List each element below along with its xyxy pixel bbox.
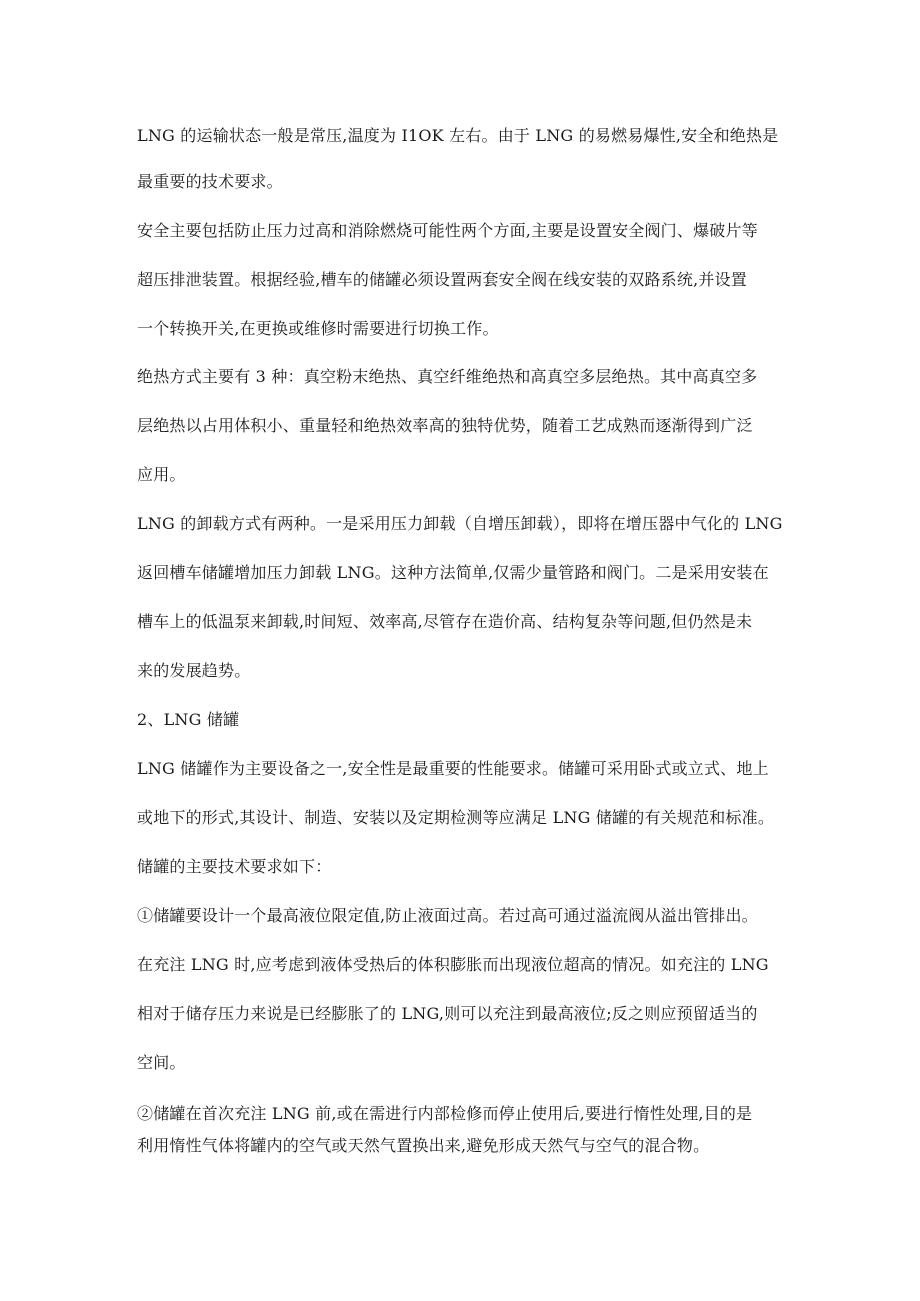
text-line: 一个转换开关,在更换或维修时需要进行切换工作。 xyxy=(137,319,499,338)
text-line: 利用惰性气体将罐内的空气或天然气置换出来,避免形成天然气与空气的混合物。 xyxy=(137,1136,710,1155)
text-line: 应用。 xyxy=(137,465,186,484)
text-line: ②储罐在首次充注 LNG 前,或在需进行内部检修而停止使用后,要进行惰性处理,目的是 xyxy=(137,1104,753,1123)
text-line: 或地下的形式,其设计、制造、安装以及定期检测等应满足 LNG 储罐的有关规范和标准。 xyxy=(137,808,775,827)
text-line: 槽车上的低温泵来卸载,时间短、效率高,尽管存在造价高、结构复杂等问题,但仍然是未 xyxy=(137,612,753,631)
text-line: 在充注 LNG 时,应考虑到液体受热后的体积膨胀而出现液位超高的情况。如充注的 LNG xyxy=(137,955,769,974)
text-line: 来的发展趋势。 xyxy=(137,661,251,680)
text-line: 返回槽车储罐增加压力卸载 LNG。这种方法简单,仅需少量管路和阀门。二是采用安装在 xyxy=(137,563,769,582)
text-line: 储罐的主要技术要求如下： xyxy=(137,857,332,876)
section-heading: 2、LNG 储罐 xyxy=(137,710,240,729)
text-line: 空间。 xyxy=(137,1053,186,1072)
text-line: LNG 储罐作为主要设备之一,安全性是最重要的性能要求。储罐可采用卧式或立式、地上 xyxy=(137,759,769,778)
text-line: 最重要的技术要求。 xyxy=(137,172,283,191)
text-line: 相对于储存压力来说是已经膨胀了的 LNG,则可以充注到最高液位;反之则应预留适当的 xyxy=(137,1004,758,1023)
text-line: LNG 的运输状态一般是常压,温度为 I1OK 左右。由于 LNG 的易燃易爆性,安全和绝热是 xyxy=(137,126,779,145)
text-line: 层绝热以占用体积小、重量轻和绝热效率高的独特优势，随着工艺成熟而逐渐得到广泛 xyxy=(137,416,753,435)
text-line: LNG 的卸载方式有两种。一是采用压力卸载（自增压卸载），即将在增压器中气化的 LNG xyxy=(137,514,783,533)
text-line: 超压排泄装置。根据经验,槽车的储罐必须设置两套安全阀在线安装的双路系统,并设置 xyxy=(137,270,747,289)
text-line: 安全主要包括防止压力过高和消除燃烧可能性两个方面,主要是设置安全阀门、爆破片等 xyxy=(137,221,758,240)
text-line: ①储罐要设计一个最高液位限定值,防止液面过高。若过高可通过溢流阀从溢出管排出。 xyxy=(137,906,758,925)
text-line: 绝热方式主要有 3 种：真空粉末绝热、真空纤维绝热和高真空多层绝热。其中高真空多 xyxy=(137,367,758,386)
